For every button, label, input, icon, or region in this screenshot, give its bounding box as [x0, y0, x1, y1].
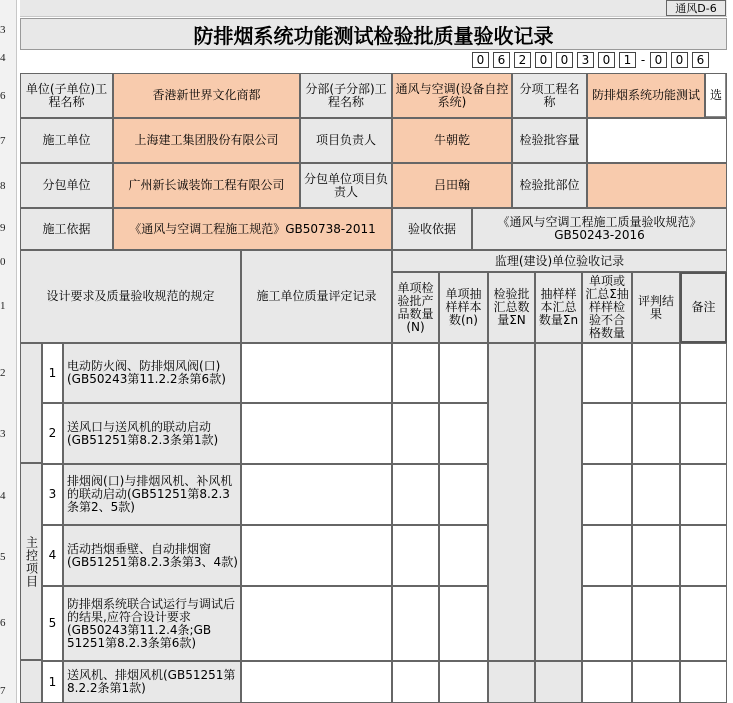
sum-sample-merged-cell[interactable]: [535, 343, 582, 661]
sample-qty-cell[interactable]: [439, 403, 488, 464]
product-qty-cell[interactable]: [392, 464, 439, 525]
acceptance-basis-value[interactable]: 《通风与空调工程施工质量验收规范》GB50243-2016: [472, 208, 727, 250]
acceptance-basis-label: 验收依据: [392, 208, 472, 250]
row-header-column: [0, 0, 17, 703]
result-cell[interactable]: [632, 343, 680, 403]
row-number: 7: [0, 135, 6, 147]
contractor-label: 施工单位: [20, 118, 113, 163]
serial-digit[interactable]: 2: [514, 52, 531, 68]
row-number: 0: [0, 256, 6, 268]
col-result-header: 评判结果: [632, 272, 680, 343]
serial-digit[interactable]: 3: [577, 52, 594, 68]
row-number: 6: [0, 617, 6, 629]
sample-qty-cell[interactable]: [439, 661, 488, 703]
item-requirement: 防排烟系统联合试运行与调试后的结果,应符合设计要求(GB50243第11.2.4条;GB 51251第8.2.3条第6款): [63, 586, 241, 661]
fail-qty-cell[interactable]: [582, 343, 632, 403]
main-control-group-label: 主控项目: [20, 463, 42, 660]
item-project-value[interactable]: 防排烟系统功能测试: [587, 73, 705, 118]
product-qty-cell[interactable]: [392, 343, 439, 403]
product-qty-cell[interactable]: [392, 661, 439, 703]
fail-qty-cell[interactable]: [582, 586, 632, 661]
serial-digit[interactable]: 0: [650, 52, 667, 68]
product-qty-cell[interactable]: [392, 403, 439, 464]
item-number: 4: [42, 525, 63, 586]
result-cell[interactable]: [632, 586, 680, 661]
row-number: 4: [0, 52, 6, 64]
contractor-record-cell[interactable]: [241, 586, 392, 661]
note-cell[interactable]: [680, 525, 727, 586]
item-number: 1: [42, 661, 63, 703]
serial-digit[interactable]: 1: [619, 52, 636, 68]
contractor-record-cell[interactable]: [241, 525, 392, 586]
construction-basis-value[interactable]: 《通风与空调工程施工规范》GB50738-2011: [113, 208, 392, 250]
select-button[interactable]: 选: [705, 73, 727, 118]
row-number: 6: [0, 90, 6, 102]
row-number: 8: [0, 180, 6, 192]
contractor-record-cell[interactable]: [241, 661, 392, 703]
project-manager-label: 项目负责人: [300, 118, 392, 163]
row-number: 4: [0, 490, 6, 502]
unit-project-value[interactable]: 香港新世界文化商都: [113, 73, 300, 118]
item-requirement: 排烟阀(口)与排烟风机、补风机的联动启动(GB51251第8.2.3条第2、5款): [63, 464, 241, 525]
fail-qty-cell[interactable]: [582, 464, 632, 525]
col-sum-qty-header: 检验批汇总数量ΣN: [488, 272, 535, 343]
item-number: 1: [42, 343, 63, 403]
col-fail-qty-header: 单项或汇总Σ抽样样检验不合格数量: [582, 272, 632, 343]
result-cell[interactable]: [632, 464, 680, 525]
product-qty-cell[interactable]: [392, 586, 439, 661]
serial-digit[interactable]: 0: [535, 52, 552, 68]
row-number: 3: [0, 24, 6, 36]
result-cell[interactable]: [632, 525, 680, 586]
product-qty-cell[interactable]: [392, 525, 439, 586]
note-cell[interactable]: [680, 403, 727, 464]
row-number: 3: [0, 428, 6, 440]
result-cell[interactable]: [632, 403, 680, 464]
fail-qty-cell[interactable]: [582, 661, 632, 703]
contractor-record-cell[interactable]: [241, 343, 392, 403]
contractor-value[interactable]: 上海建工集团股份有限公司: [113, 118, 300, 163]
batch-location-value[interactable]: [587, 163, 727, 208]
serial-digit[interactable]: 6: [493, 52, 510, 68]
row-number: 2: [0, 367, 6, 379]
doc-code[interactable]: 通风D-6: [666, 0, 726, 16]
serial-digit[interactable]: 6: [692, 52, 709, 68]
sub-project-value[interactable]: 通风与空调(设备自控系统): [392, 73, 512, 118]
item-requirement: 活动挡烟垂壁、自动排烟窗(GB51251第8.2.3条第3、4款): [63, 525, 241, 586]
item-requirement: 电动防火阀、防排烟风阀(口)(GB50243第11.2.2条第6款): [63, 343, 241, 403]
spacer-cell: [20, 343, 42, 463]
project-manager-value[interactable]: 牛朝乾: [392, 118, 512, 163]
row-number: 5: [0, 551, 6, 563]
sub-pm-value[interactable]: 吕田翰: [392, 163, 512, 208]
item-requirement: 送风机、排烟风机(GB51251第8.2.2条第1款): [63, 661, 241, 703]
design-requirements-header: 设计要求及质量验收规范的规定: [20, 250, 241, 343]
subcontractor-value[interactable]: 广州新长诚装饰工程有限公司: [113, 163, 300, 208]
sum-qty-cell[interactable]: [488, 661, 535, 703]
construction-basis-label: 施工依据: [20, 208, 113, 250]
row-number: 9: [0, 222, 6, 234]
item-requirement: 送风口与送风机的联动启动(GB51251第8.2.3条第1款): [63, 403, 241, 464]
serial-digit[interactable]: 0: [556, 52, 573, 68]
sample-qty-cell[interactable]: [439, 525, 488, 586]
serial-dash: -: [640, 53, 646, 67]
top-strip: [20, 0, 727, 17]
note-cell[interactable]: [680, 343, 727, 403]
col-sum-sample-header: 抽样样本汇总数量Σn: [535, 272, 582, 343]
batch-location-label: 检验批部位: [512, 163, 587, 208]
result-cell[interactable]: [632, 661, 680, 703]
subcontractor-label: 分包单位: [20, 163, 113, 208]
item-number: 2: [42, 403, 63, 464]
item-project-label: 分项工程名称: [512, 73, 587, 118]
serial-digit[interactable]: 0: [598, 52, 615, 68]
row-number: 7: [0, 685, 6, 697]
sample-qty-cell[interactable]: [439, 586, 488, 661]
contractor-record-cell[interactable]: [241, 464, 392, 525]
contractor-record-header: 施工单位质量评定记录: [241, 250, 392, 343]
supervision-header: 监理(建设)单位验收记录: [392, 250, 727, 272]
batch-capacity-label: 检验批容量: [512, 118, 587, 163]
col-note-header[interactable]: 备注: [680, 272, 727, 343]
sub-pm-label: 分包单位项目负责人: [300, 163, 392, 208]
sum-sample-cell[interactable]: [535, 661, 582, 703]
sub-project-label: 分部(子分部)工程名称: [300, 73, 392, 118]
note-cell[interactable]: [680, 464, 727, 525]
unit-project-label: 单位(子单位)工程名称: [20, 73, 113, 118]
batch-capacity-value[interactable]: [587, 118, 727, 163]
contractor-record-cell[interactable]: [241, 403, 392, 464]
serial-digit[interactable]: 0: [472, 52, 489, 68]
item-number: 3: [42, 464, 63, 525]
spacer-cell: [20, 660, 42, 703]
form-title[interactable]: 防排烟系统功能测试检验批质量验收记录: [20, 18, 727, 50]
serial-digit[interactable]: 0: [671, 52, 688, 68]
note-cell[interactable]: [680, 661, 727, 703]
sample-qty-cell[interactable]: [439, 464, 488, 525]
row-number: 1: [0, 300, 6, 312]
note-cell[interactable]: [680, 586, 727, 661]
col-product-qty-header: 单项检验批产品数量(N): [392, 272, 439, 343]
sum-qty-merged-cell[interactable]: [488, 343, 535, 661]
col-sample-qty-header: 单项抽样样本数(n): [439, 272, 488, 343]
sample-qty-cell[interactable]: [439, 343, 488, 403]
fail-qty-cell[interactable]: [582, 525, 632, 586]
fail-qty-cell[interactable]: [582, 403, 632, 464]
item-number: 5: [42, 586, 63, 661]
